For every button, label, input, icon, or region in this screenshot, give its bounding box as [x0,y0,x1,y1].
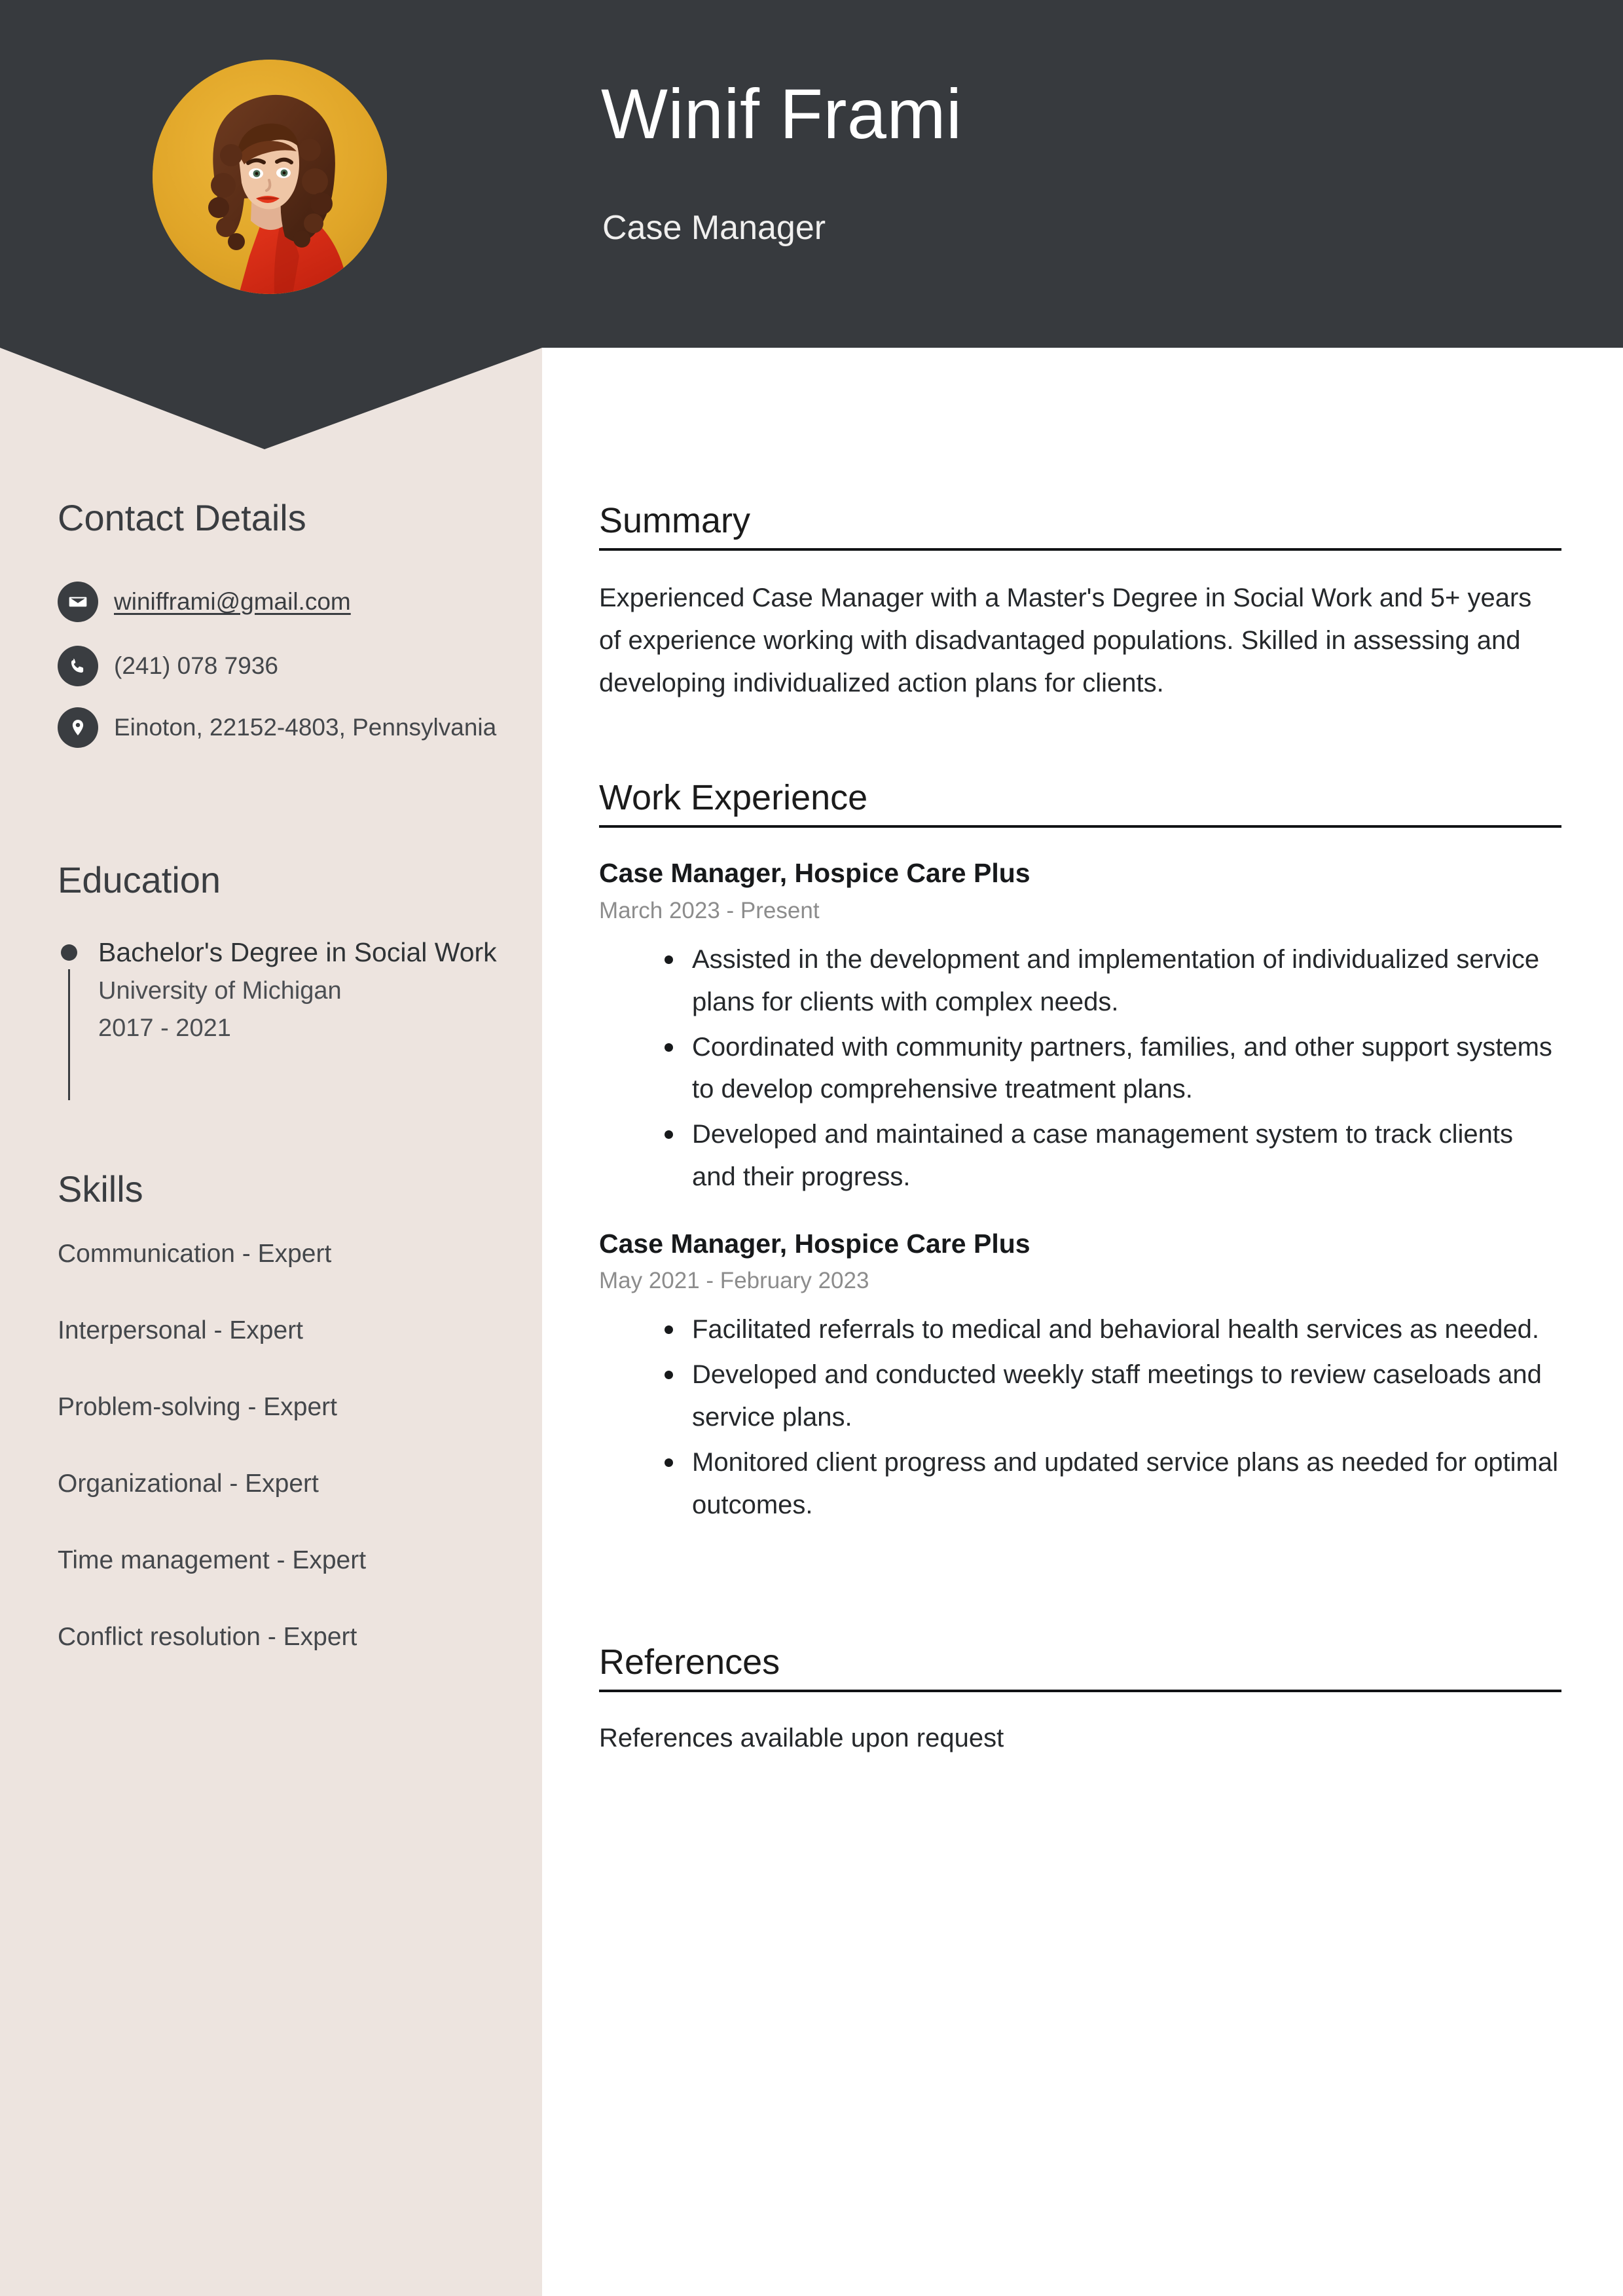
envelope-icon [58,582,98,622]
work-experience-section [599,778,1561,1528]
phone-icon [58,646,98,686]
location-pin-icon [58,707,98,748]
education-degree: Bachelor's Degree in Social Work [98,937,497,967]
education-years: 2017 - 2021 [98,1014,231,1043]
skill-item: Problem-solving - Expert [58,1393,337,1421]
education-heading: Education [58,859,221,900]
header-job-title: Case Manager [602,209,826,247]
work-experience-heading: Work Experience [599,778,868,817]
summary-body: Experienced Case Manager with a Master's Degree in Social Work and 5+ years of experience working with disadvantaged populations. Skilled in assessing and developing individualized action plans for clients. [599,583,1532,698]
summary-heading-rule [599,548,1561,551]
job-bullet: Developed and conducted weekly staff meetings to review caseloads and service plans. [662,1354,1561,1439]
job-dates: May 2021 - February 2023 [599,1267,869,1293]
job-bullet-list [662,938,1561,1198]
contact-heading: Contact Details [58,497,306,538]
skill-item: Organizational - Expert [58,1470,319,1498]
skill-item: Interpersonal - Expert [58,1316,304,1344]
job-bullet-list [662,1308,1561,1526]
education-timeline-line [68,969,70,1100]
job-bullet: Monitored client progress and updated service plans as needed for optimal outcomes. [662,1441,1561,1527]
job-bullet: Facilitated referrals to medical and behavioral health services as needed. [662,1308,1561,1351]
skill-item: Conflict resolution - Expert [58,1623,357,1651]
references-heading-rule [599,1690,1561,1692]
skills-list [58,1241,516,1701]
summary-section [599,501,1561,705]
email-value[interactable]: winifframi@gmail.com [114,588,351,615]
job-dates: March 2023 - Present [599,897,820,923]
address-value: Einoton, 22152-4803, Pennsylvania [114,714,497,741]
references-section [599,1642,1561,1759]
job-bullet: Developed and maintained a case management system to track clients and their progress. [662,1113,1561,1198]
avatar [153,60,387,294]
job-title: Case Manager, Hospice Care Plus [599,858,1030,889]
education-bullet-dot [61,944,77,961]
references-body: References available upon request [599,1724,1004,1753]
job-bullet: Coordinated with community partners, families, and other support systems to develop comprehensive treatment plans. [662,1026,1561,1111]
summary-heading: Summary [599,501,751,540]
skill-item: Time management - Expert [58,1546,367,1574]
skill-item: Communication - Expert [58,1240,332,1268]
phone-value: (241) 078 7936 [114,652,278,679]
skills-heading: Skills [58,1168,143,1210]
work-experience-heading-rule [599,825,1561,828]
job-entry [599,1226,1561,1527]
job-entry [599,855,1561,1198]
references-heading: References [599,1642,780,1682]
job-title: Case Manager, Hospice Care Plus [599,1228,1030,1259]
job-bullet: Assisted in the development and implementation of individualized service plans for clients with complex needs. [662,938,1561,1024]
page-title: Winif Frami [601,74,962,153]
education-school: University of Michigan [98,976,342,1005]
